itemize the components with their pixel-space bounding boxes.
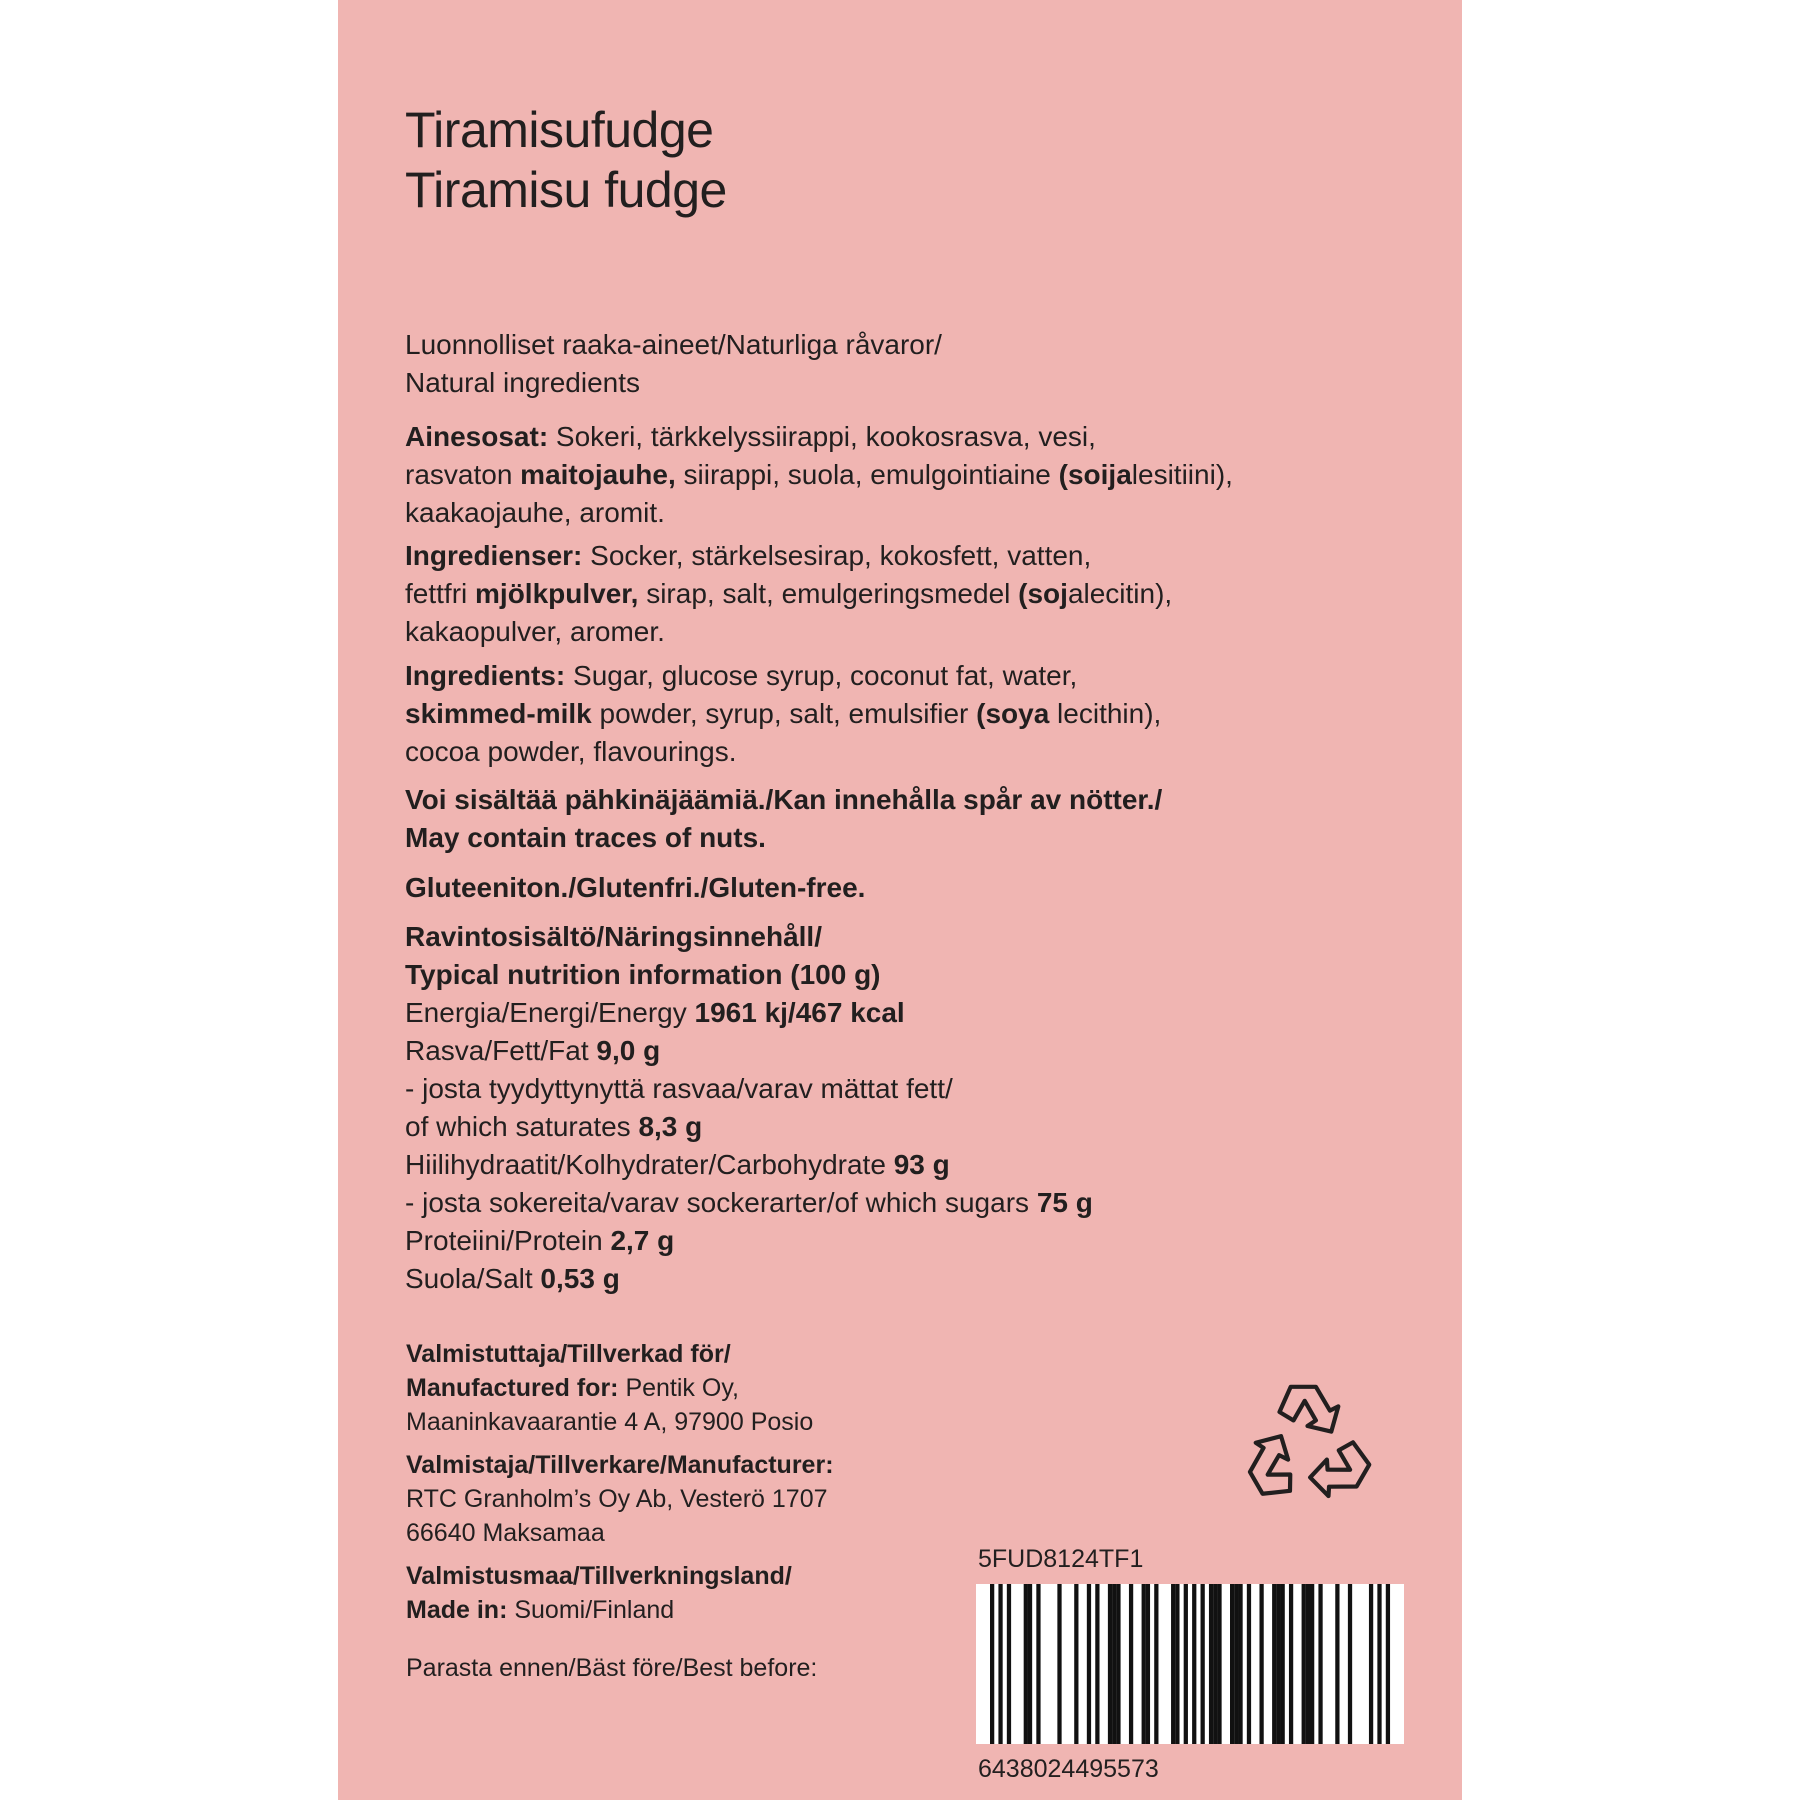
barcode-bar — [1209, 1584, 1213, 1744]
ingredients-fi: Ainesosat: Sokeri, tärkkelyssiirappi, kookosrasva, vesi, rasvaton maitojauhe, siirappi, suola, emulgointiaine (soijalesitiini), kaakaojauhe, aromit. — [405, 421, 1233, 528]
gluten-free: Gluteeniton./Glutenfri./Gluten-free. — [405, 872, 866, 903]
barcode-bar — [1369, 1584, 1373, 1744]
nutrition-heading-2: Typical nutrition information (100 g) — [405, 959, 881, 990]
best-before: Parasta ennen/Bäst före/Best before: — [406, 1654, 818, 1682]
manufacturer: Valmistaja/Tillverkare/Manufacturer: RTC Granholm’s Oy Ab, Vesterö 1707 66640 Maksamaa — [406, 1451, 834, 1547]
barcode-bar — [1217, 1584, 1221, 1744]
barcode-bar — [1175, 1584, 1179, 1744]
nutrition-protein: Proteiini/Protein 2,7 g — [405, 1225, 675, 1256]
barcode-bar — [1281, 1584, 1285, 1744]
barcode-bar — [1142, 1584, 1146, 1744]
barcode-bar — [990, 1584, 994, 1744]
nutrition-sugars: - josta sokereita/varav sockerarter/of which sugars 75 g — [405, 1187, 1093, 1218]
barcode-bar — [1095, 1584, 1099, 1744]
barcode-bar — [1057, 1584, 1061, 1744]
barcode-bar — [1377, 1584, 1381, 1744]
barcode-bar — [1335, 1584, 1339, 1744]
ingredients-fi-label: Ainesosat: — [405, 421, 549, 452]
ingredients-sv-label: Ingredienser: — [405, 540, 583, 571]
barcode-bar — [1024, 1584, 1028, 1744]
barcode-bar — [1171, 1584, 1175, 1744]
barcode-bar — [1234, 1584, 1238, 1744]
barcode-bar — [1348, 1584, 1352, 1744]
barcode-bar — [1310, 1584, 1314, 1744]
barcode-bar — [1289, 1584, 1293, 1744]
barcode-bar — [1154, 1584, 1158, 1744]
product-code: 5FUD8124TF1 — [978, 1545, 1144, 1573]
title-fi: Tiramisufudge — [405, 102, 714, 158]
ean-number: 6438024495573 — [978, 1755, 1159, 1783]
natural-ingredients — [405, 326, 942, 402]
title-en: Tiramisu fudge — [405, 162, 727, 218]
nutrition-fat: Rasva/Fett/Fat 9,0 g — [405, 1035, 661, 1066]
barcode-bar — [1276, 1584, 1280, 1744]
nutrition-info: Ravintosisältö/Näringsinnehåll/ Typical nutrition information (100 g) Energia/Energi/Energy 1961 kj/467 kcal Rasva/Fett/Fat 9,0 g - josta tyydyttynyttä rasvaa/varav mättat fett/ of which saturates 8,3 g Hiilihydraatit/Kolhydrater/Carbohydrate 93 g - josta sokereita/varav sockerarter/of which sugars 75 g Proteiini/Protein 2,7 g Suola/Salt 0,53 g — [405, 918, 1093, 1298]
natural-line-2: Natural ingredients — [405, 367, 641, 398]
barcode-bar — [1129, 1584, 1133, 1744]
country-of-origin: Valmistusmaa/Tillverkningsland/ Made in: Suomi/Finland — [406, 1562, 792, 1624]
barcode-bar — [1074, 1584, 1078, 1744]
barcode-bar — [1007, 1584, 1011, 1744]
barcode-bar — [1272, 1584, 1276, 1744]
barcode-bar — [1108, 1584, 1112, 1744]
barcode-bar — [1238, 1584, 1242, 1744]
ingredients-sv: Ingredienser: Socker, stärkelsesirap, kokosfett, vatten, fettfri mjölkpulver, sirap, salt, emulgeringsmedel (sojalecitin), kakaopulver, aromer. — [405, 540, 1173, 647]
barcode-bar — [1087, 1584, 1091, 1744]
barcode-bar — [1230, 1584, 1234, 1744]
barcode — [976, 1584, 1404, 1744]
nuts-warning: Voi sisältää pähkinäjäämiä./Kan innehålla spår av nötter./ May contain traces of nuts. — [405, 784, 1163, 853]
barcode-bar — [1028, 1584, 1032, 1744]
natural-line-1: Luonnolliset raaka-aineet/Naturliga råvaror/ — [405, 329, 942, 360]
nutrition-energy: Energia/Energi/Energy 1961 kj/467 kcal — [405, 997, 905, 1028]
barcode-bar — [1247, 1584, 1251, 1744]
manufactured-for: Valmistuttaja/Tillverkad för/ Manufactured for: Pentik Oy, Maaninkavaarantie 4 A, 97900 Posio — [406, 1340, 814, 1436]
barcode-bar — [1036, 1584, 1040, 1744]
barcode-bar — [1116, 1584, 1120, 1744]
nutrition-saturates: of which saturates 8,3 g — [405, 1111, 703, 1142]
barcode-bar — [1146, 1584, 1150, 1744]
ingredients-en-label: Ingredients: — [405, 660, 566, 691]
barcode-bar — [1213, 1584, 1217, 1744]
barcode-bar — [1386, 1584, 1390, 1744]
nutrition-salt: Suola/Salt 0,53 g — [405, 1263, 620, 1294]
nutrition-carbohydrate: Hiilihydraatit/Kolhydrater/Carbohydrate 93 g — [405, 1149, 950, 1180]
barcode-bar — [1201, 1584, 1205, 1744]
barcode-bar — [1306, 1584, 1310, 1744]
recycle-icon — [1235, 1370, 1380, 1510]
nutrition-heading-1: Ravintosisältö/Näringsinnehåll/ — [405, 921, 822, 952]
barcode-bar — [1318, 1584, 1322, 1744]
barcode-bar — [1184, 1584, 1188, 1744]
barcode-bar — [998, 1584, 1002, 1744]
barcode-bar — [1302, 1584, 1306, 1744]
barcode-bar — [1259, 1584, 1263, 1744]
ingredients-en: Ingredients: Sugar, glucose syrup, coconut fat, water, skimmed-milk powder, syrup, salt, emulsifier (soya lecithin), cocoa powder, flavourings. — [405, 660, 1162, 767]
product-title — [405, 100, 727, 220]
barcode-bar — [1192, 1584, 1196, 1744]
barcode-bar — [1112, 1584, 1116, 1744]
